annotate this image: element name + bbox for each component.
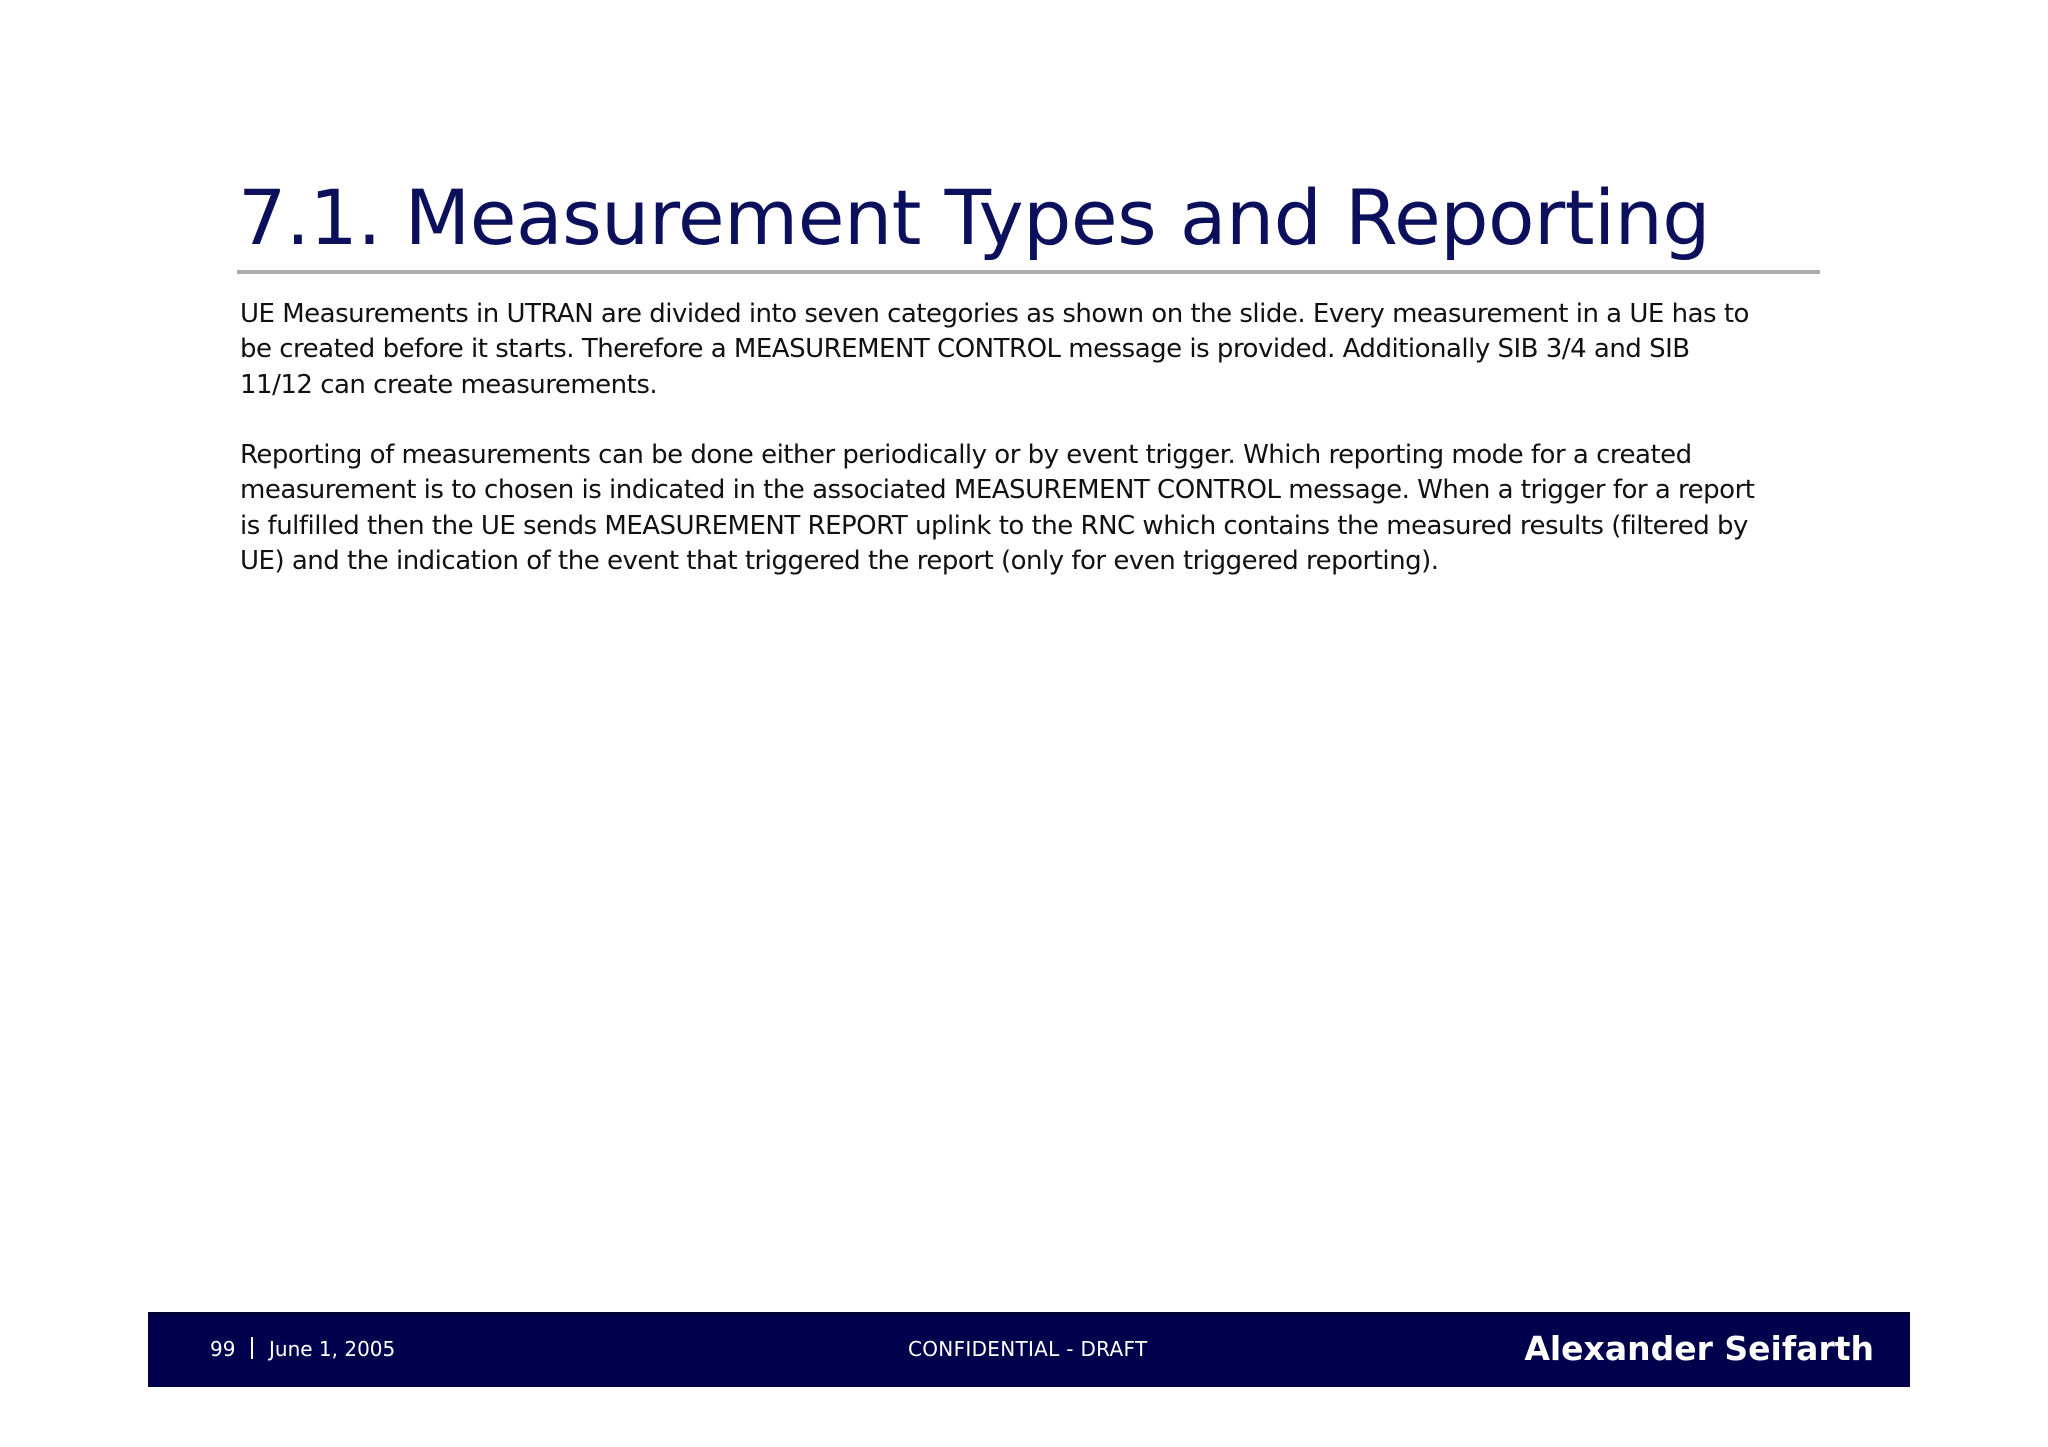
- footer-separator: [251, 1337, 253, 1359]
- confidentiality-label: CONFIDENTIAL - DRAFT: [908, 1337, 1148, 1361]
- slide-body: [240, 297, 1820, 579]
- body-paragraph-reporting-modes: Reporting of measurements can be done either periodically or by event trigger. Which reporting mode for a created measurement is to chosen is indicated in the associated MEASUREMENT CONTROL message. When a trigger for a report is fulfilled then the UE sends MEASUREMENT REPORT uplink to the RNC which contains the measured results (filtered by UE) and the indication of the event that triggered the report (only for even triggered reporting).: [240, 440, 1755, 577]
- author-name: Alexander Seifarth: [1524, 1329, 1874, 1368]
- title-divider: [237, 270, 1820, 274]
- body-paragraph-measurement-categories: UE Measurements in UTRAN are divided into seven categories as shown on the slide. Every measurement in a UE has to be created before it starts. Therefore a MEASUREMENT CONTROL message is provided. Additionally SIB 3/4 and SIB 11/12 can create measurements.: [240, 299, 1749, 400]
- slide-title: 7.1. Measurement Types and Reporting: [238, 173, 1711, 262]
- page-number: 99: [210, 1337, 236, 1361]
- footer-bar: [148, 1312, 1910, 1387]
- footer-date: June 1, 2005: [269, 1337, 396, 1361]
